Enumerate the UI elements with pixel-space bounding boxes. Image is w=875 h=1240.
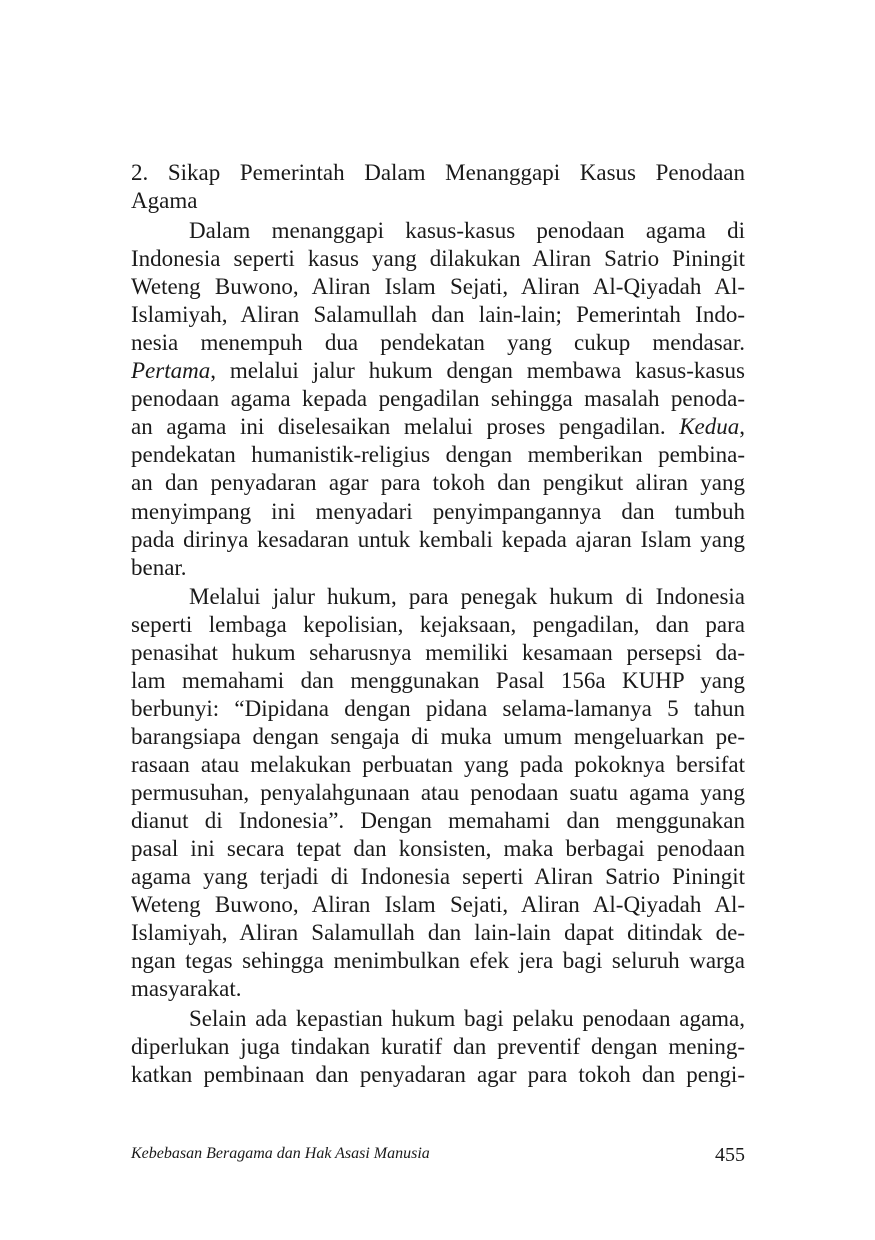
paragraph-1-line-12: pada dirinya kesadaran untuk kembali kepada ajaran Islam yang bbox=[131, 527, 745, 552]
paragraph-3-line-2: diperlukan juga tindakan kuratif dan preventif dengan mening- bbox=[131, 1034, 745, 1059]
italic-term-kedua: Kedua bbox=[679, 414, 740, 439]
paragraph-1-line-9: pendekatan humanistik-religius dengan memberikan pembina- bbox=[131, 442, 745, 467]
paragraph-1-line-5: nesia menempuh dua pendekatan yang cukup mendasar. bbox=[131, 330, 745, 355]
paragraph-2-line-15: masyarakat. bbox=[131, 976, 242, 1001]
paragraph-2-line-5: berbunyi: “Dipidana dengan pidana selama-lamanya 5 tahun bbox=[131, 696, 745, 721]
section-heading-line-1: 2. Sikap Pemerintah Dalam Menanggapi Kasus Penodaan bbox=[131, 160, 745, 185]
paragraph-1-line-6 bbox=[131, 356, 745, 386]
paragraph-1-line-2: Indonesia seperti kasus yang dilakukan Aliran Satrio Piningit bbox=[131, 246, 745, 271]
paragraph-2-line-9: dianut di Indonesia”. Dengan memahami dan menggunakan bbox=[131, 808, 745, 833]
italic-term-pertama: Pertama bbox=[131, 358, 211, 383]
paragraph-2-line-11: agama yang terjadi di Indonesia seperti Aliran Satrio Piningit bbox=[131, 864, 745, 889]
paragraph-1-line-10: an dan penyadaran agar para tokoh dan pengikut aliran yang bbox=[131, 470, 745, 495]
paragraph-1-line-8-comma: , bbox=[739, 414, 745, 439]
paragraph-3-line-1: Selain ada kepastian hukum bagi pelaku penodaan agama, bbox=[189, 1006, 745, 1031]
paragraph-1-line-13: benar. bbox=[131, 555, 187, 580]
page-number: 455 bbox=[715, 1144, 745, 1166]
paragraph-2-line-6: barangsiapa dengan sengaja di muka umum mengeluarkan pe- bbox=[131, 724, 745, 749]
paragraph-2-line-12: Weteng Buwono, Aliran Islam Sejati, Aliran Al-Qiyadah Al- bbox=[131, 892, 745, 917]
paragraph-2-line-7: rasaan atau melakukan perbuatan yang pada pokoknya bersifat bbox=[131, 752, 745, 777]
paragraph-2-line-4: lam memahami dan menggunakan Pasal 156a KUHP yang bbox=[131, 668, 745, 693]
paragraph-3-line-3: katkan pembinaan dan penyadaran agar para tokoh dan pengi- bbox=[131, 1062, 745, 1087]
paragraph-2-line-13: Islamiyah, Aliran Salamullah dan lain-lain dapat ditindak de- bbox=[131, 920, 745, 945]
running-footer-book-title: Kebebasan Beragama dan Hak Asasi Manusia bbox=[131, 1145, 430, 1162]
paragraph-2-line-3: penasihat hukum seharusnya memiliki kesamaan persepsi da- bbox=[131, 640, 745, 665]
paragraph-1-line-3: Weteng Buwono, Aliran Islam Sejati, Aliran Al-Qiyadah Al- bbox=[131, 274, 745, 299]
paragraph-1-line-8 bbox=[131, 412, 745, 442]
paragraph-2-line-2: seperti lembaga kepolisian, kejaksaan, pengadilan, dan para bbox=[131, 612, 745, 637]
paragraph-1-line-8-text: an agama ini diselesaikan melalui proses pengadilan. bbox=[131, 414, 680, 439]
paragraph-1-line-11: menyimpang ini menyadari penyimpangannya dan tumbuh bbox=[131, 499, 745, 524]
paragraph-2-line-10: pasal ini secara tepat dan konsisten, maka berbagai penodaan bbox=[131, 836, 745, 861]
paragraph-2-line-1: Melalui jalur hukum, para penegak hukum di Indonesia bbox=[189, 584, 745, 609]
paragraph-1-line-7: penodaan agama kepada pengadilan sehingga masalah penoda- bbox=[131, 386, 745, 411]
section-heading-line-2: Agama bbox=[131, 188, 198, 213]
paragraph-1-line-1: Dalam menanggapi kasus-kasus penodaan agama di bbox=[189, 218, 745, 243]
paragraph-1-line-6-text: , melalui jalur hukum dengan membawa kasus-kasus bbox=[210, 358, 745, 383]
paragraph-2-line-8: permusuhan, penyalahgunaan atau penodaan suatu agama yang bbox=[131, 780, 745, 805]
paragraph-1-line-4: Islamiyah, Aliran Salamullah dan lain-lain; Pemerintah Indo- bbox=[131, 302, 745, 327]
paragraph-2-line-14: ngan tegas sehingga menimbulkan efek jera bagi seluruh warga bbox=[131, 948, 745, 973]
